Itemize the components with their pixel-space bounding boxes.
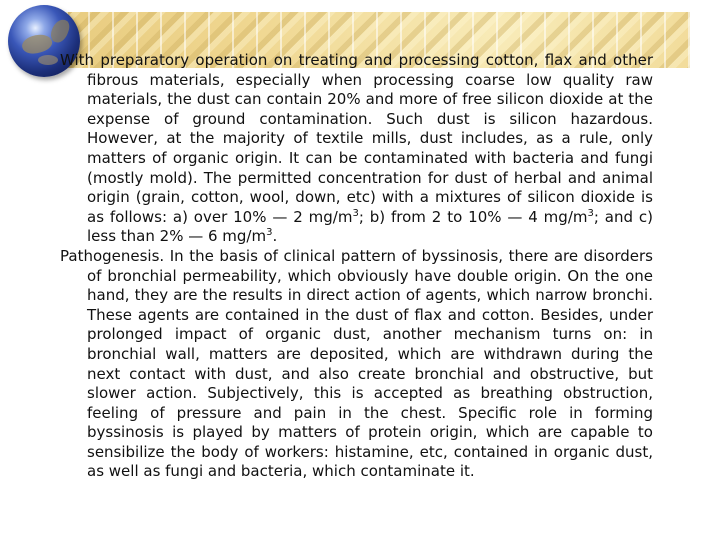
paragraph-text: With preparatory operation on treating and processing cotton, flax and other fibrous materials, especially when processing coarse low quality raw materials, the dust can contain 20% and more of free silicon dioxide at the expense of ground contamination. Such dust is silicon hazardous. However, at the majority of textile mills, dust includes, as a rule, only matters of organic origin. It can be contaminated with bacteria and fungi (mostly mold). The permitted concentration for dust of herbal and animal origin (grain, cotton, wool, down, etc) with a mixtures of silicon dioxide is as follows: a) over 10% — 2 mg/m [60,51,653,226]
slide-body [60,51,653,482]
superscript: 3 [587,207,594,219]
paragraph-text: ; b) from 2 to 10% — 4 mg/m [358,207,588,226]
superscript: 3 [352,207,359,219]
superscript: 3 [266,227,273,239]
paragraph-dust-composition [60,51,653,247]
paragraph-text: ; and c) less than 2% — 6 mg/m [87,207,653,246]
paragraph-text: . [272,227,278,246]
paragraph-pathogenesis: Pathogenesis. In the basis of clinical pattern of byssinosis, there are disorders of bronchial permeability, which obviously have double origin. On the one hand, they are the results in direct action of agents, which narrow bronchi. These agents are contained in the dust of flax and cotton. Besides, under prolonged impact of organic dust, another mechanism turns on: in bronchial wall, matters are deposited, which are withdrawn during the next contact with dust, and also create bronchial and obstructive, but slower action. Subjectively, this is accepted as breathing obstruction, feeling of pressure and pain in the chest. Specific role in forming byssinosis is played by matters of protein origin, which are capable to sensibilize the body of workers: histamine, etc, contained in organic dust, as well as fungi and bacteria, which contaminate it. [60,246,653,481]
